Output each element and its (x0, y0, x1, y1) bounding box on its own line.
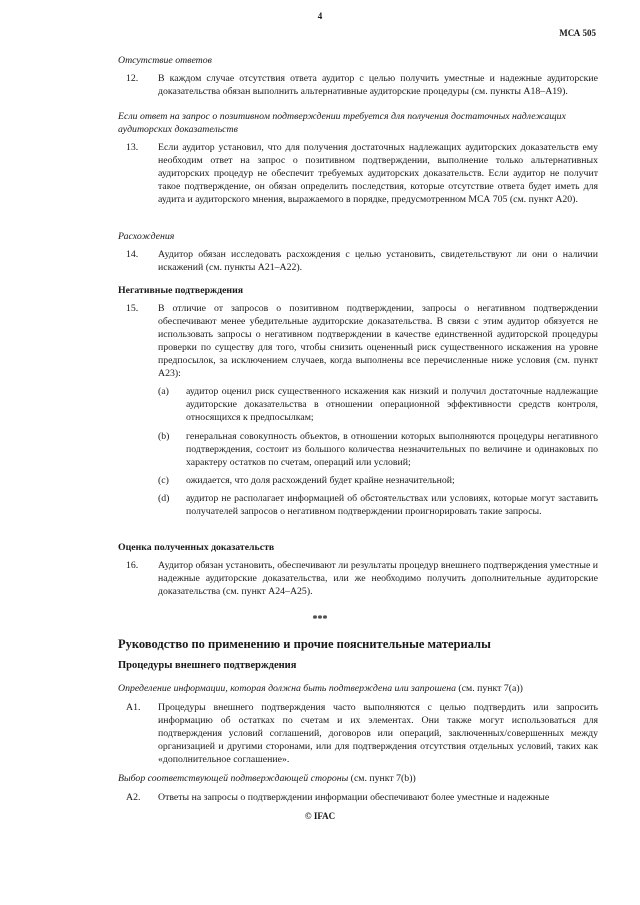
subitem-a (158, 385, 598, 424)
paragraph-a1 (118, 701, 598, 766)
page-number: 4 (317, 11, 323, 21)
definition-heading-ref: (см. пункт 7(a)) (455, 683, 523, 694)
subitem-number: (c) (158, 475, 169, 486)
paragraph-number: 12. (126, 73, 139, 84)
paragraph-number: 14. (126, 249, 139, 260)
paragraph-13 (118, 141, 598, 206)
paragraph-text: В отличие от запросов о позитивном подтверждении, запросы о негативном подтверждении обеспечивают менее убедительные аудиторские доказательства. В связи с этим аудитор обязуется не использовать запросы о негативном подтверждении в качестве единственной аудиторской процедуры проверки по существу для того, чтобы снизить оцененный риск существенного искажения на уровне предпосылок, за исключением случаев, когда выполнены все перечисленные ниже условия (см. пункт A23): (158, 303, 598, 379)
paragraph-text: Ответы на запросы о подтверждении информации обеспечивают более уместные и надежные (158, 792, 550, 803)
paragraph-12 (118, 72, 598, 98)
section-heading-no-response: Отсутствие ответов (118, 55, 212, 66)
subitem-b (158, 430, 598, 469)
document-code: МСА 505 (559, 28, 596, 38)
subitem-text: аудитор не располагает информацией об обстоятельствах или условиях, которые могут заставить получателей запросов о негативном подтверждении проигнорировать такие запросы. (186, 493, 598, 517)
paragraph-text: Если аудитор установил, что для получения достаточных надлежащих аудиторских доказательств ему необходим ответ на запрос о позитивном подтверждении, выполнение только альтернативных аудиторских процедур не обеспечит требуемых аудиторских доказательств. Если аудитор не получит такое подтверждение, он обязан определить последствия, которые отсутствие ответа будет иметь для аудита и аудиторского мнения, выражаемого в порядке, предусмотренном МСА 705 (см. пункт A20). (158, 142, 598, 205)
subitem-number: (a) (158, 386, 169, 397)
paragraph-number: 16. (126, 560, 139, 571)
guidance-subtitle: Процедуры внешнего подтверждения (118, 660, 297, 671)
selection-heading-ref: (см. пункт 7(b)) (348, 773, 416, 784)
paragraph-number: A1. (126, 702, 141, 713)
section-heading-evaluation: Оценка полученных доказательств (118, 542, 275, 553)
section-heading-negative-confirmations: Негативные подтверждения (118, 285, 244, 296)
definition-heading (118, 682, 598, 695)
paragraph-16 (118, 559, 598, 598)
section-separator: *** (312, 614, 328, 625)
paragraph-number: 13. (126, 142, 139, 153)
subitem-d (158, 492, 598, 518)
definition-heading-italic: Определение информации, которая должна быть подтверждена или запрошена (118, 683, 456, 694)
section-heading-discrepancies: Расхождения (118, 231, 175, 242)
selection-heading (118, 772, 598, 785)
paragraph-15 (118, 302, 598, 380)
subitem-text: ожидается, что доля расхождений будет крайне незначительной; (186, 475, 455, 486)
paragraph-text: Процедуры внешнего подтверждения часто выполняются с целью подтвердить или запросить информацию об остатках по счетам и их элементах. Они также могут использоваться для подтверждения условий соглашений, договоров или операций, заключенных/совершенных между организацией и другими сторонами, или для подтверждения отсутствия отдельных условий, таких как «дополнительное соглашение». (158, 702, 598, 765)
footer-copyright: © IFAC (304, 811, 336, 821)
guidance-title: Руководство по применению и прочие пояснительные материалы (118, 637, 491, 651)
subitem-text: аудитор оценил риск существенного искажения как низкий и получил достаточные надлежащие аудиторские доказательства в отношении операционной эффективности средств контроля, относящихся к предпосылкам; (186, 386, 598, 423)
paragraph-text: Аудитор обязан установить, обеспечивают ли результаты процедур внешнего подтверждения уместные и надежные аудиторские доказательства, или же необходимо получить дополнительные аудиторские доказательства (см. пункт A24–A25). (158, 560, 598, 597)
paragraph-a2 (118, 791, 598, 804)
selection-heading-italic: Выбор соответствующей подтверждающей стороны (118, 773, 349, 784)
subitem-text: генеральная совокупность объектов, в отношении которых выполняются процедуры негативного подтверждения, состоит из большого количества незначительных по величине и одинаковых по характеру остатков по счетам, операций или условий; (186, 431, 598, 468)
paragraph-number: 15. (126, 303, 139, 314)
subitem-number: (b) (158, 431, 170, 442)
paragraph-number: A2. (126, 792, 141, 803)
subitem-c (158, 474, 598, 487)
paragraph-text: Аудитор обязан исследовать расхождения с целью установить, свидетельствуют ли они о наличии искажений (см. пункты A21–A22). (158, 249, 598, 273)
paragraph-14 (118, 248, 598, 274)
paragraph-text: В каждом случае отсутствия ответа аудитор с целью получить уместные и надежные аудиторские доказательства обязан выполнить альтернативные аудиторские процедуры (см. пункты A18–A19). (158, 73, 598, 97)
subitem-number: (d) (158, 493, 170, 504)
section-heading-positive-confirmation: Если ответ на запрос о позитивном подтверждении требуется для получения достаточных надлежащих аудиторских доказательств (118, 111, 566, 135)
